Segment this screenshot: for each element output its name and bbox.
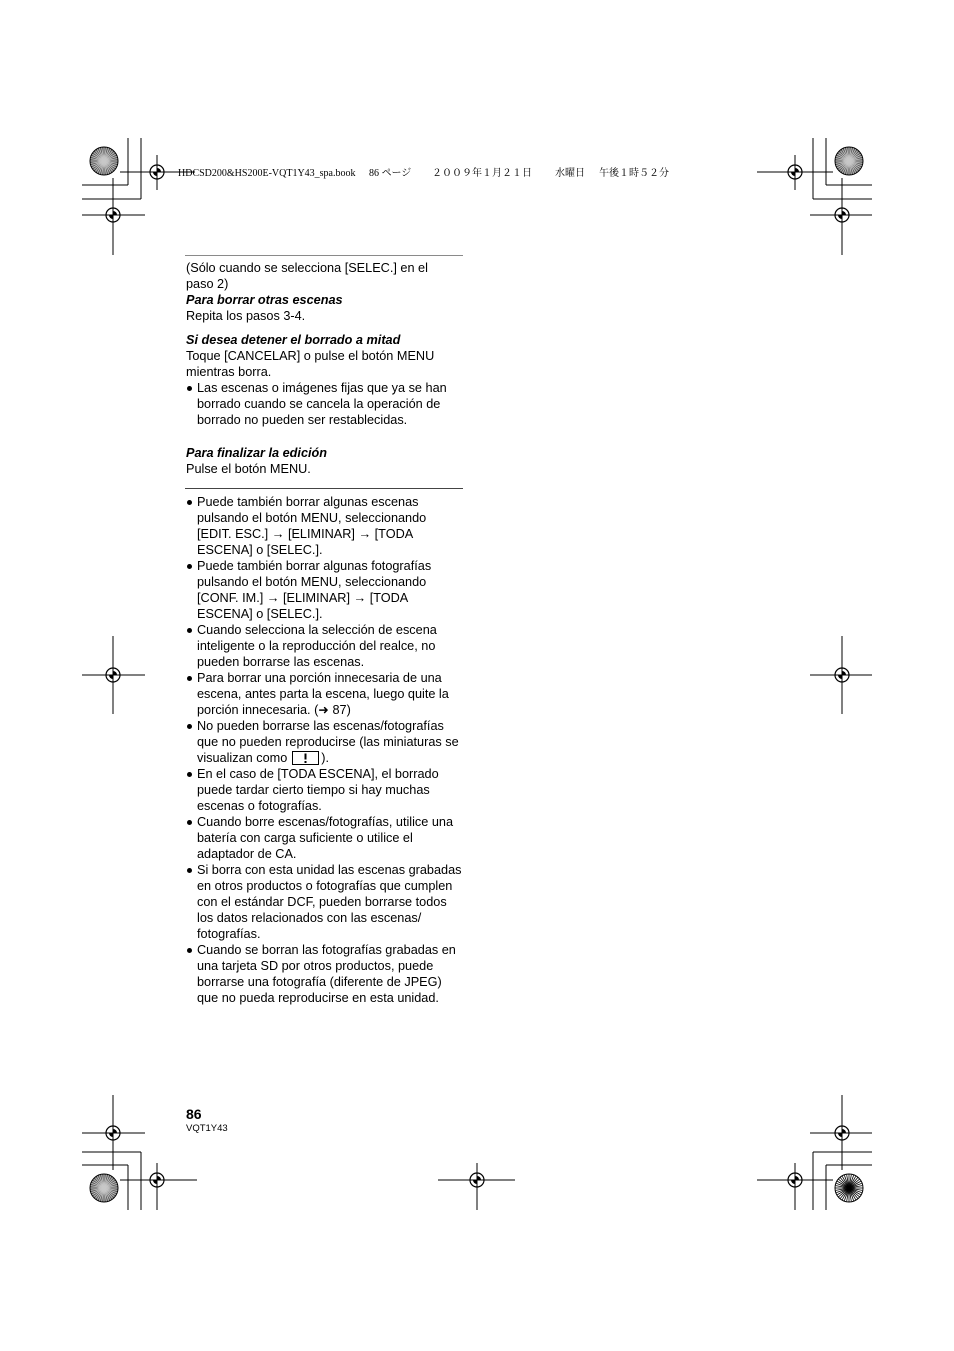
- bullet-icon: [187, 676, 192, 681]
- bullet-icon: [187, 772, 192, 777]
- warning-thumbnail-icon: [292, 751, 319, 765]
- note-line: puede tardar cierto tiempo si hay muchas: [197, 783, 430, 797]
- page-number: 86: [186, 1106, 202, 1122]
- header-time: 午後１時５２分: [599, 168, 669, 179]
- header-weekday: 水曜日: [555, 168, 585, 179]
- note-line: una tarjeta SD por otros productos, puede: [197, 959, 434, 973]
- note-line: con el estándar DCF, pueden borrarse todos: [197, 895, 447, 909]
- stop-midway-block: [186, 332, 464, 428]
- header-book-file: HDCSD200&HS200E-VQT1Y43_spa.book: [178, 168, 356, 179]
- note-line: que no pueda reproducirse en esta unidad.: [197, 991, 439, 1005]
- note-line: en otros productos o fotografías que cumplen: [197, 879, 453, 893]
- note-text: ).: [321, 751, 330, 765]
- registration-mark-icon: [810, 1095, 872, 1170]
- bullet-icon: [187, 868, 192, 873]
- note-item: [186, 942, 464, 1006]
- intro-note-line: (Sólo cuando se selecciona [SELEC.] en el: [186, 261, 428, 275]
- note-line: [197, 750, 464, 766]
- color-bar-starburst-icon: [90, 1174, 118, 1202]
- other-scenes-text: Repita los pasos 3-4.: [186, 309, 306, 323]
- registration-mark-icon: [810, 178, 872, 255]
- color-bar-starburst-icon: [835, 1174, 863, 1202]
- note-line: los datos relacionados con las escenas/: [197, 911, 422, 925]
- registration-quadrant: [838, 675, 842, 679]
- registration-quadrant: [795, 1176, 799, 1180]
- bullet-icon: [187, 628, 192, 633]
- note-item: [186, 670, 464, 718]
- note-item: [186, 814, 464, 862]
- registration-quadrant: [473, 1180, 477, 1184]
- registration-mark-icon: [810, 636, 872, 714]
- note-line: [EDIT. ESC.] → [ELIMINAR] → [TODA: [197, 527, 414, 541]
- bullet-icon: [187, 820, 192, 825]
- section-top-rule: [185, 255, 463, 256]
- finish-text: Pulse el botón MENU.: [186, 462, 311, 476]
- note-line: escenas o fotografías.: [197, 799, 322, 813]
- note-line: batería con carga suficiente o utilice el: [197, 831, 413, 845]
- note-line: Puede también borrar algunas fotografías: [197, 559, 432, 573]
- bullet-icon: [187, 724, 192, 729]
- print-header: [0, 168, 954, 180]
- bullet-icon: [187, 386, 192, 391]
- intro-block: [186, 260, 464, 324]
- note-line: Para borrar una porción innecesaria de una: [197, 671, 442, 685]
- finish-block: [186, 445, 464, 477]
- registration-quadrant: [838, 215, 842, 219]
- note-item: [186, 622, 464, 670]
- note-item: [186, 558, 464, 622]
- registration-quadrant: [109, 675, 113, 679]
- bullet-icon: [187, 564, 192, 569]
- note-line: Si borra con esta unidad las escenas grabadas: [197, 863, 462, 877]
- registration-quadrant: [842, 671, 846, 675]
- header-page-ref: 86 ページ: [369, 168, 412, 179]
- registration-quadrant: [842, 1129, 846, 1133]
- note-item: [186, 718, 464, 766]
- registration-quadrant: [153, 1180, 157, 1184]
- registration-mark-icon: [120, 1163, 197, 1210]
- section-divider: [185, 488, 463, 489]
- finish-heading: Para finalizar la edición: [186, 446, 328, 460]
- note-line: pulsando el botón MENU, seleccionando: [197, 511, 427, 525]
- header-date: ２００９年１月２１日: [432, 168, 532, 179]
- model-code: VQT1Y43: [186, 1123, 228, 1134]
- note-line: fotografías.: [197, 927, 261, 941]
- registration-quadrant: [113, 1129, 117, 1133]
- registration-quadrant: [477, 1176, 481, 1180]
- stop-midway-bullet: [186, 380, 464, 428]
- registration-mark-icon: [82, 636, 145, 714]
- bullet-icon: [187, 948, 192, 953]
- note-line: No pueden borrarse las escenas/fotografías: [197, 719, 444, 733]
- registration-quadrant: [113, 211, 117, 215]
- note-line: Cuando selecciona la selección de escena: [197, 623, 437, 637]
- note-line: Cuando borre escenas/fotografías, utilice una: [197, 815, 454, 829]
- other-scenes-heading: Para borrar otras escenas: [186, 293, 343, 307]
- note-line: porción innecesaria. (➜ 87): [197, 703, 351, 717]
- note-line: borrado no pueden ser restablecidas.: [197, 413, 408, 427]
- registration-mark-icon: [82, 178, 145, 255]
- note-line: escena, antes parta la escena, luego quite la: [197, 687, 449, 701]
- note-line: adaptador de CA.: [197, 847, 297, 861]
- registration-quadrant: [157, 1176, 161, 1180]
- registration-quadrant: [109, 1133, 113, 1137]
- note-line: pulsando el botón MENU, seleccionando: [197, 575, 427, 589]
- stop-midway-line: Toque [CANCELAR] o pulse el botón MENU: [186, 349, 435, 363]
- note-line: ESCENA] o [SELEC.].: [197, 543, 323, 557]
- registration-quadrant: [838, 1133, 842, 1137]
- notes-list: [186, 494, 464, 1006]
- intro-note-line: paso 2): [186, 277, 229, 291]
- note-line: borrarse una fotografía (diferente de JPEG): [197, 975, 442, 989]
- note-line: inteligente o la reproducción del realce, no: [197, 639, 436, 653]
- note-line: Las escenas o imágenes fijas que ya se han: [197, 381, 447, 395]
- registration-mark-icon: [438, 1163, 515, 1210]
- registration-quadrant: [109, 215, 113, 219]
- note-line: que no pueden reproducirse (las miniaturas se: [197, 735, 459, 749]
- registration-quadrant: [791, 1180, 795, 1184]
- note-line: [CONF. IM.] → [ELIMINAR] → [TODA: [197, 591, 409, 605]
- note-item: [186, 766, 464, 814]
- registration-quadrant: [113, 671, 117, 675]
- registration-mark-icon: [757, 1163, 833, 1210]
- note-item: [186, 862, 464, 942]
- note-line: Cuando se borran las fotografías grabadas en: [197, 943, 456, 957]
- note-line: pueden borrarse las escenas.: [197, 655, 365, 669]
- bullet-icon: [187, 500, 192, 505]
- note-line: borrado cuando se cancela la operación de: [197, 397, 441, 411]
- registration-mark-icon: [82, 1095, 145, 1170]
- note-item: [186, 494, 464, 558]
- note-line: ESCENA] o [SELEC.].: [197, 607, 323, 621]
- registration-quadrant: [842, 211, 846, 215]
- note-text: visualizan como: [197, 751, 288, 765]
- stop-midway-line: mientras borra.: [186, 365, 272, 379]
- note-line: En el caso de [TODA ESCENA], el borrado: [197, 767, 439, 781]
- stop-midway-heading: Si desea detener el borrado a mitad: [186, 333, 401, 347]
- note-line: Puede también borrar algunas escenas: [197, 495, 419, 509]
